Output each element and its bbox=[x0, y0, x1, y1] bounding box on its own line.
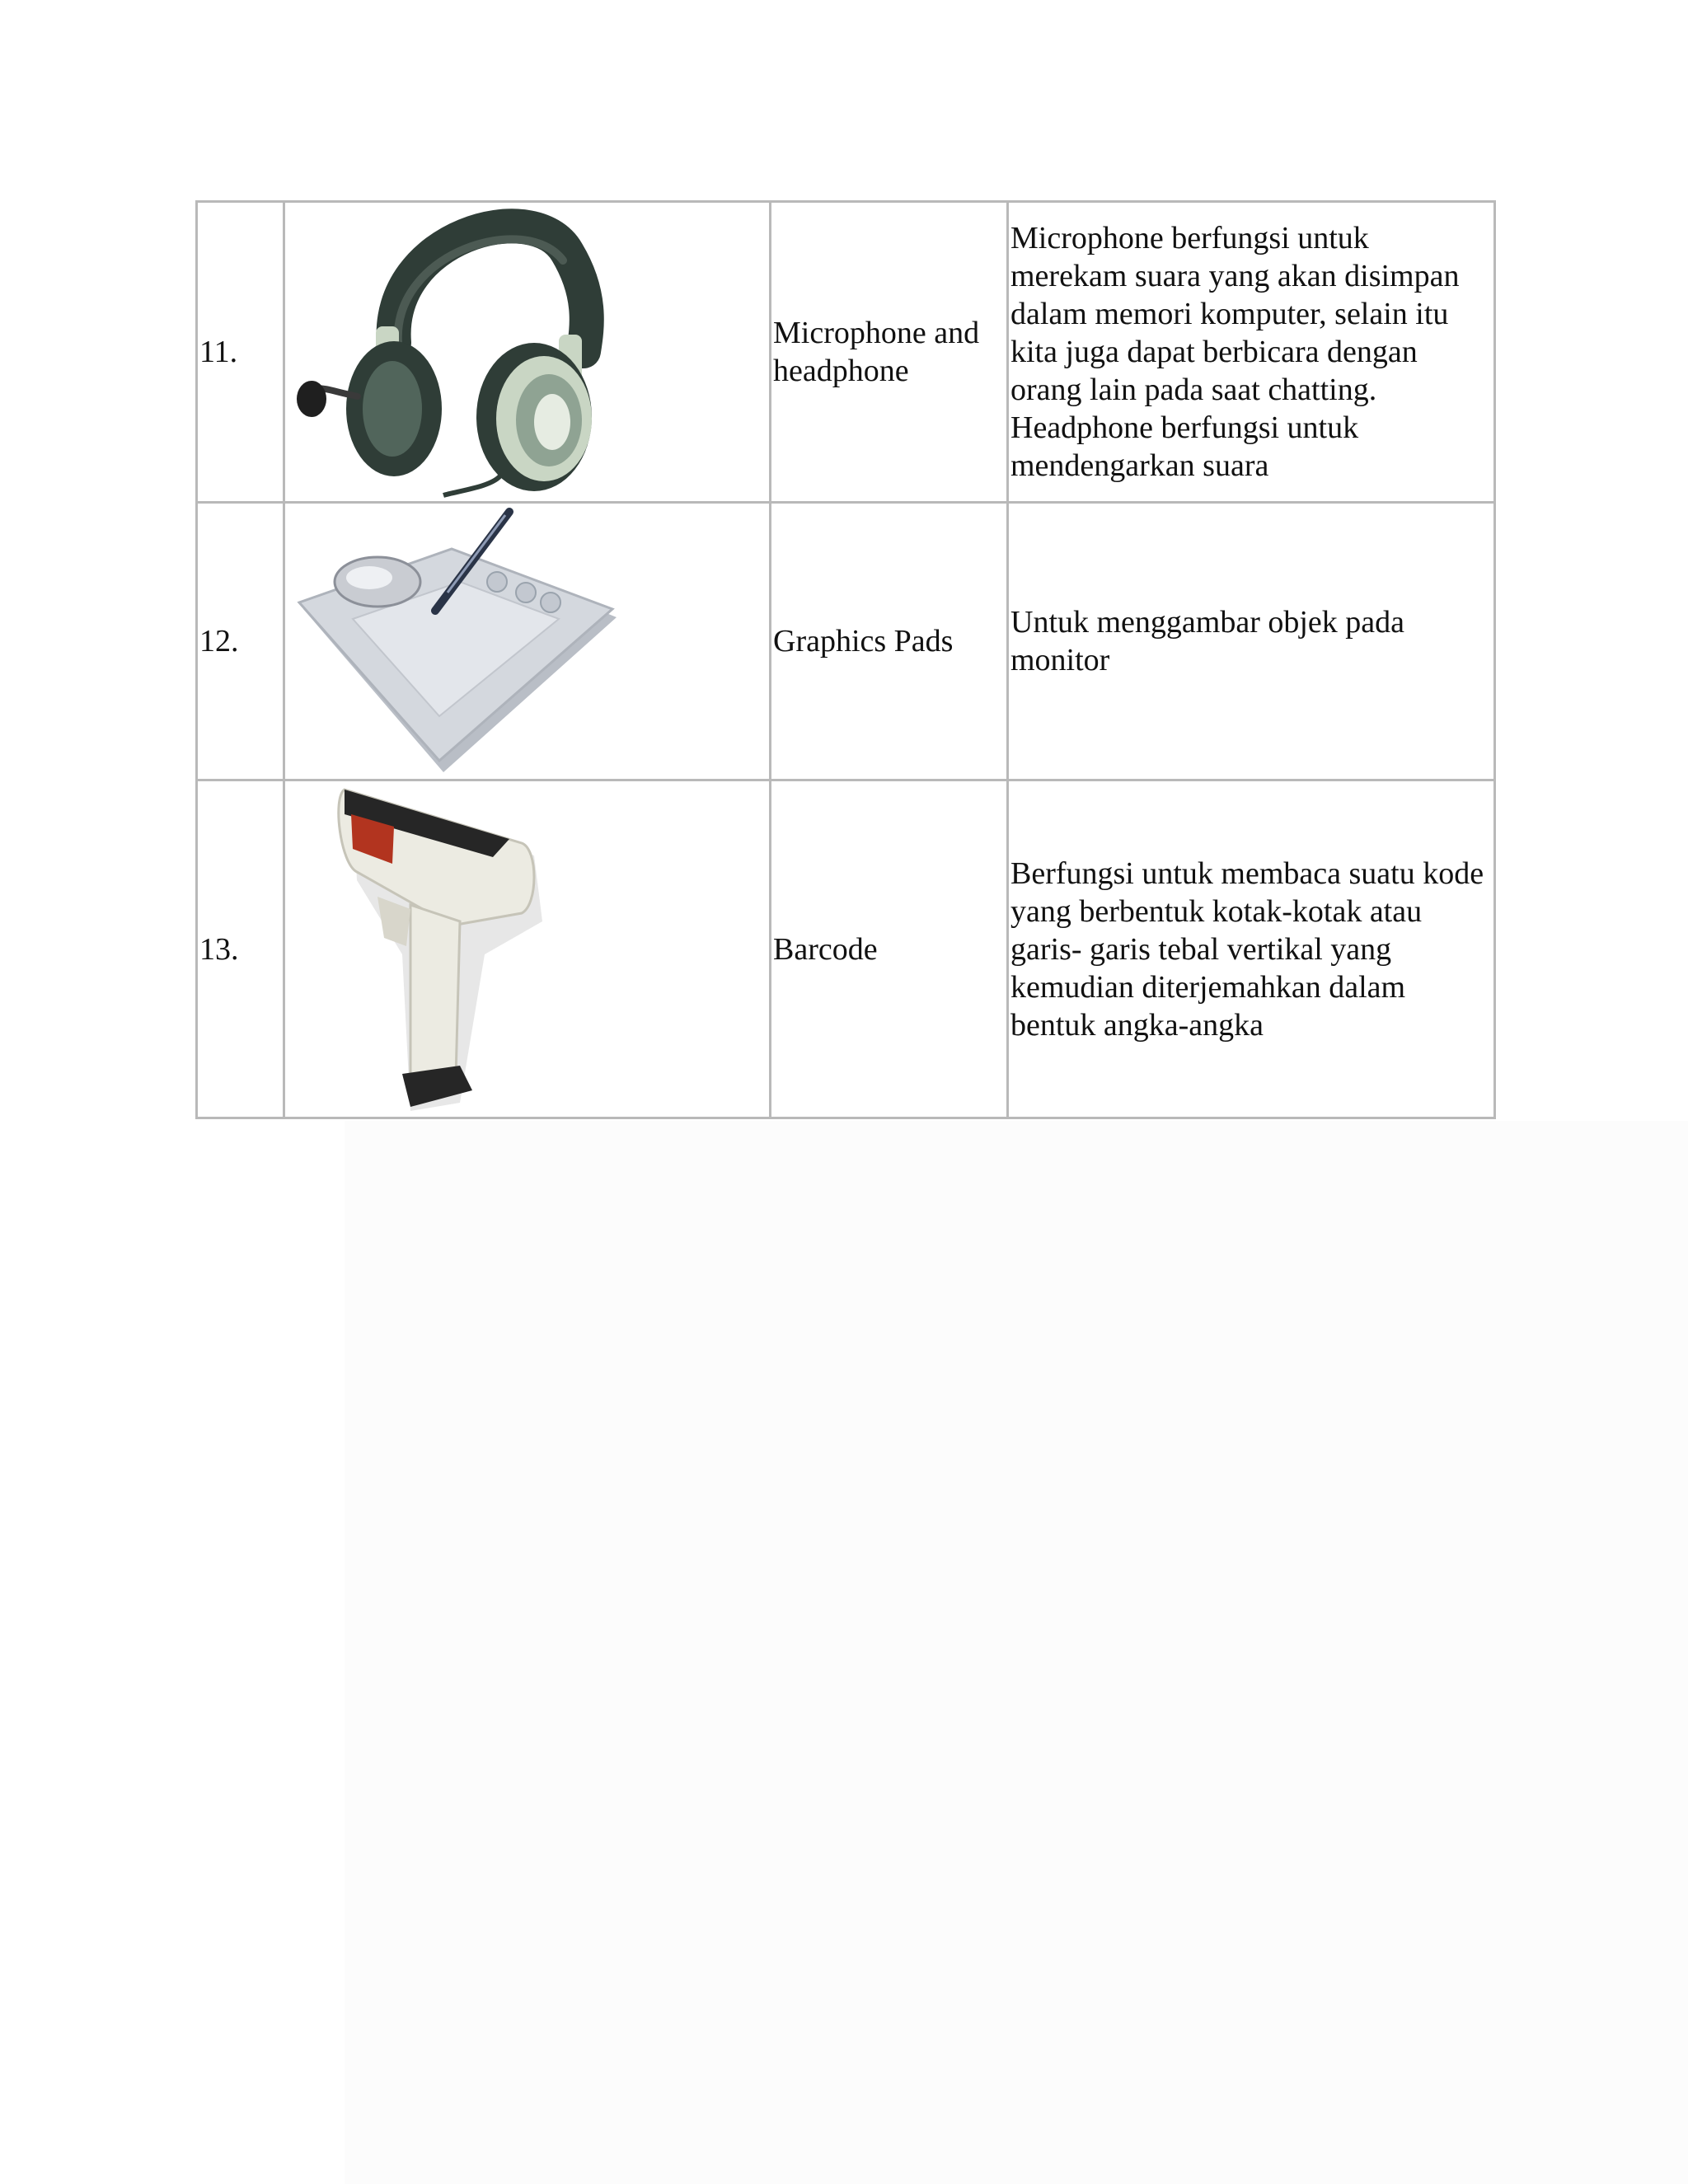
description-text: Untuk menggambar objek pada monitor bbox=[1010, 605, 1405, 677]
graphics-tablet-icon bbox=[287, 504, 771, 779]
row-number: 12. bbox=[197, 503, 284, 780]
table-row bbox=[197, 503, 1495, 780]
headset-icon bbox=[287, 203, 771, 501]
device-name: Graphics Pads bbox=[771, 503, 1008, 780]
device-table bbox=[195, 200, 1496, 1119]
device-name: Barcode bbox=[771, 780, 1008, 1118]
device-description bbox=[1008, 202, 1495, 503]
device-description bbox=[1008, 503, 1495, 780]
row-number: 13. bbox=[197, 780, 284, 1118]
image-cell bbox=[284, 202, 771, 503]
device-name: Microphone and headphone bbox=[771, 202, 1008, 503]
image-cell bbox=[284, 780, 771, 1118]
device-description bbox=[1008, 780, 1495, 1118]
table-row bbox=[197, 780, 1495, 1118]
description-text: Microphone berfungsi untuk merekam suara yang akan disimpan dalam memori komputer, selain itu kita juga dapat berbicara dengan orang lain pada saat chatting. Headphone berfungsi untuk mendengarkan suara bbox=[1010, 221, 1460, 483]
row-number: 11. bbox=[197, 202, 284, 503]
page-background-shade bbox=[345, 1121, 1688, 2184]
image-cell bbox=[284, 503, 771, 780]
barcode-scanner-icon bbox=[287, 781, 771, 1117]
description-text: Berfungsi untuk membaca suatu kode yang berbentuk kotak-kotak atau garis- garis tebal vertikal yang kemudian diterjemahkan dalam bentuk angka-angka bbox=[1010, 855, 1484, 1043]
table-row bbox=[197, 202, 1495, 503]
